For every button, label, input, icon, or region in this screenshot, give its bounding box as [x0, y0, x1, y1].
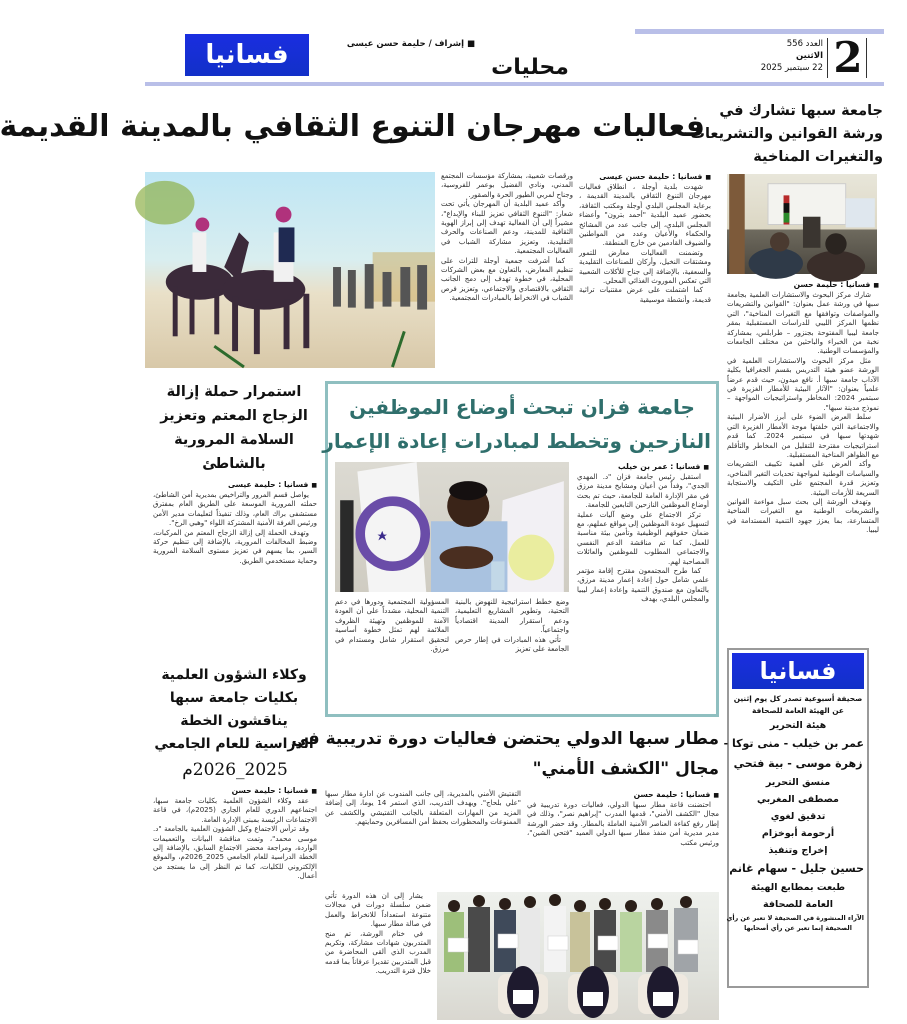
shatii-article: [153, 480, 317, 658]
masthead-box: [723, 648, 869, 988]
festival-column-2: [441, 172, 573, 372]
paragraph: ورقصات شعبية، بمشاركة مؤسسات المجتمع المدني، ونادي الفضيل بوعمر للفروسية، وجناح لمربي الطيور الحرة والصقور.: [441, 172, 573, 199]
masthead-line: هيئة التحرير: [769, 720, 827, 731]
masthead-line: صحيفة أسبوعية تصدر كل يوم إثنين: [733, 694, 863, 703]
airport-column-3: [325, 892, 431, 1020]
masthead-lines: [723, 693, 864, 933]
masthead-logo-text: فسانيا: [759, 657, 837, 685]
supervisor-credit: ■ إشراف / حليمة حسن عيسى: [346, 39, 475, 49]
festival-byline: ■ فسانيا : حليمة حسن عيسى: [579, 172, 711, 183]
paragraph: وضع خطط استراتيجية للنهوض بالبنية التحتية، وتطوير المشاريع التعليمية، ودعم استقرار المدينة اقتصادياً واجتماعياً.: [455, 598, 569, 635]
shatii-headline: [151, 380, 317, 476]
masthead-line: تدقيق لغوي: [770, 811, 826, 822]
fezzan-col3-text: [335, 598, 449, 710]
workshop-text: [727, 291, 879, 641]
headline-line: بالشاطئ: [202, 456, 266, 472]
sebha-workshop-headline: [690, 100, 883, 169]
festival-col2-text: [441, 172, 573, 372]
headline-line: النازحين وتخطط لمبادرات إعادة الإعمار: [322, 429, 711, 453]
airport-col3-text: [325, 892, 431, 1020]
masthead-line: أرحومة أبوخزام: [761, 828, 835, 839]
paragraph: استقبل رئيس جامعة فزان "د. المهدي الجدي"، وفداً من أعيان ومشايخ مدينة مرزق في مقر الإدارة العامة للجامعة، حيث تم بحث أوضاع الموظفين النازحين التابعين للجامعة.: [577, 473, 709, 510]
masthead-line: الآراء المنشورة في الصحيفة لا تعبر عن رأي: [726, 914, 864, 922]
issue-date: 22 سبتمبر 2025: [760, 63, 823, 73]
festival-col1-text: [579, 183, 711, 373]
section-title: محليات: [491, 55, 569, 80]
masthead-line: العامة للصحافة: [763, 899, 833, 910]
headline-line: والتغيرات المناخية: [753, 149, 883, 165]
headline-line: بكليات جامعة سبها: [169, 690, 299, 706]
paragraph: التفتيش الأمني بالمديرية، إلى جانب المندوب عن ادارة مطار سبها "علي بلحاج". ويهدف التدريب، الذي استمر 14 يوما، إلى إضافة المزيد من المهارات المتعلقة بالجانب التفتيشي والكشف عن الممنوعات والمحظورات بحفظ أمن المسافرين وحمايتهم.: [325, 790, 521, 827]
paragraph: كما طرح المجتمعون مقترح إقامة مؤتمر علمي شامل حول إعادة إعمار مدينة مرزق، بالتعاون مع صندوق التنمية وإعادة إعمار ليبيا والمجلس البلدي، بهدف: [577, 567, 709, 604]
paragraph: وقد ترأس الاجتماع وكيل الشؤون العلمية بالجامعة "د. موسى محمد"، وتمت مناقشة البيانات والتعميمات الواردة، ومراجعة محضر الاجتماع السابق، بالإضافة إلى الخطة الدراسية للعام الجامعي 2025_2026م، والموقع الإلكتروني للكليات، كما تم النظر إلى ما يستجد من أعمال.: [153, 825, 317, 881]
shatii-byline: ■ فسانيا : حليمة عيسى: [153, 480, 317, 491]
paragraph: تركز الاجتماع على وضع آليات عملية لتسهيل عودة الموظفين إلى مواقع عملهم، مع ضمان حقوقهم الوظيفية وتأمين بيئة مناسبة للعمل، كما تم مناقشة الدعم النفسي والاجتماعي المطلوب للموظفين والعائلات المصاحبة لهم.: [577, 510, 709, 566]
headline-line: الدراسية للعام الجامعي: [154, 736, 314, 752]
headline-line: ورشة القوانين والتشريعات: [690, 126, 883, 142]
workshop-byline: ■ فسانيا : حليمة حسن: [727, 280, 879, 291]
page-number-rule: [866, 38, 867, 78]
group-certificate-scene: [437, 892, 719, 1020]
workshop-scene: [727, 174, 877, 274]
fasania-logo[interactable]: [185, 34, 309, 76]
masthead-line: طبعت بمطابع الهيئة: [750, 882, 846, 893]
paragraph: عقد وكلاء الشؤون العلمية بكليات جامعة سبها، اجتماعهم الدوري للعام الجاري (2025م)، في قاعة الاجتماعات الرئيسة بمبنى الإدارة العامة.: [153, 797, 317, 824]
paragraph: سلط العرض الضوء على أبرز الأضرار البيئية والاجتماعية التي خلفتها موجة الأمطار الغزيرة التي شهدتها سبها في سبتمبر 2024. كما قدم استراتيجيات مقترحة للتقليل من المخاطر والتأقلم مع الظواهر المناخية المستقبلية.: [727, 413, 879, 459]
headline-line: مجال "الكشف الأمني": [532, 759, 719, 779]
headline-line: وكلاء الشؤون العلمية: [161, 667, 307, 683]
paragraph: المسؤولية المجتمعية ودورها في دعم التنمية المحلية، مشدداً على أن العودة الآمنة للموظفين وتهيئة الظروف الملائمة لهم تمثل خطوة أساسية لتحقيق استقرار شامل ومستدام في مرزق.: [335, 598, 449, 654]
fezzan-column-2: [455, 598, 569, 710]
fezzan-column-1: [577, 462, 709, 710]
paragraph: شهدت بلدية أوجلة ، انطلاق فعاليات مهرجان التنوع الثقافي بالمدينة القديمة ، برعاية المجلس البلدي أوجلة ومكتب الثقافة، بحضور عميد البلدية "أحمد بترون" وأعضاء المجلس البلدي، إلى جانب عدد من المشائخ والحكماء والأعيان وعدد من المواطنين والضيوف القادمين من خارج المنطقة.: [579, 183, 711, 248]
airport-headline: [291, 724, 719, 784]
paragraph: كما اشتملت على عرض مقتنيات تراثية قديمة، وأنشطة موسيقية: [579, 286, 711, 304]
fezzan-photo: [335, 462, 569, 592]
paragraph: وتضمنت الفعاليات معارض للتمور ومشتقات النخيل، وأركان للصناعات التقليدية والسعفية، بالإضافة إلى جناح للأكلات الشعبية التي تعكس الموروث الغذائي المحلي.: [579, 248, 711, 286]
fezzan-column-3: [335, 598, 449, 710]
shatii-text: [153, 491, 317, 659]
deans-article: [153, 786, 317, 1018]
paragraph: في ختام الورشة، تم منح المتدربون شهادات مشاركة، وتكريم المدرب الذي ألقى المحاضرة من قبل المتدربين تقديرا عرفاناً بما قدمه خلال فترة التدريب.: [325, 929, 431, 976]
fezzan-col2-text: [455, 598, 569, 710]
headline-line: السلامة المرورية: [174, 432, 294, 448]
masthead-line: زهرة موسى - بية فتحي: [733, 757, 863, 770]
workshop-photo: [727, 174, 877, 274]
masthead-line: حسين جليل - سهام غانم: [729, 862, 864, 875]
paragraph: كما أشرفت جمعية أوجلة للتراث على تنظيم المعارض، بالتعاون مع بعض الشركات المحلية، في خطوة تهدف إلى دمج الجانب الثقافي بالاقتصادي والاجتماعي، وتعزيز فرص الشباب في الانخراط بالمبادرات المجتمعية.: [441, 256, 573, 303]
headline-line: جامعة فزان تبحث أوضاع الموظفين: [349, 395, 695, 419]
headline-line: مطار سبها الدولي يحتضن فعاليات دورة تدريبية في: [291, 729, 719, 749]
airport-column-1: [527, 790, 719, 888]
paragraph: احتضنت قاعة مطار سبها الدولي، فعاليات دورة تدريبية في مجال "الكشف الأمني"، قدمها المدرب "إبراهيم نصر"، وذلك في إطار رفع كفاءة العناصر الأمنية العاملة بالمطار. وقد حضر الورشة مدير مديرية أمن منفذ مطار سبها الدولي العميد "فتحي الشين"، ورئيس مكتب: [527, 801, 719, 847]
university-president-photo: [335, 462, 569, 592]
airport-column-2: [325, 790, 521, 888]
page-number-divider: [827, 38, 828, 78]
airport-col2-text: [325, 790, 521, 888]
airport-col1-text: [527, 801, 719, 889]
fezzan-headline: [322, 390, 711, 458]
paragraph: تأتي هذه المبادرات في إطار حرص الجامعة على تعزيز: [455, 635, 569, 654]
festival-photo: [145, 172, 435, 368]
workshop-article: [727, 280, 879, 642]
headline-line: استمرار حملة إزالة: [166, 384, 302, 400]
headline-line: يناقشون الخطة: [180, 713, 288, 729]
paragraph: يشار إلى ان هذه الدورة تأتي ضمن سلسلة دورات في مجالات متنوعة استعداداً للانخراط والعمل في صالة مطار سبها.: [325, 892, 431, 929]
headline-line: الزجاج المعتم وتعزيز: [160, 408, 308, 424]
fezzan-col1-text: [577, 473, 709, 711]
page-number: 2: [833, 33, 863, 82]
masthead-line: الصحيفة إنما تعبر عن رأي أصحابها: [744, 924, 852, 932]
airport-trainees-photo: [437, 892, 719, 1020]
deans-byline: ■ فسانيا : حليمة حسن: [153, 786, 317, 797]
masthead-line: مصطفى المغربي: [757, 794, 839, 805]
paragraph: شارك مركز البحوث والاستشارات العلمية بجامعة سبها في ورشة عمل بعنوان: "القوانين والتشريعات والمواصفات وتوافقها مع التغيرات المناخية"، التي نظمها المركز الليبي للدراسات المستقبلية بمقر جامعة ليبيا المفتوحة بجنزور – طرابلس، بمشاركة نخبة من الخبراء والباحثين من مختلف الجامعات والمؤسسات الوطنية.: [727, 291, 879, 356]
deans-text: [153, 797, 317, 1019]
masthead-line: عن الهيئة العامة للصحافة: [752, 706, 844, 715]
issue-day: الاثنين: [795, 51, 823, 61]
paragraph: وتهدف الورشة إلى بحث سبل مواءمة القوانين والتشريعات الوطنية مع التغيرات المناخية المتسارعة، بما يعزز جهود التنمية المستدامة في ليبيا.: [727, 497, 879, 535]
paragraph: يواصل قسم المرور والتراخيص بمديرية أمن الشاطئ، حملته المرورية الموسعة على الطريق العام بمفترق مستشفى براك العام، وذلك تنفيذاً لتعليمات مدير الأمن ورئيس الغرفة الأمنية المشتركة اللواء "وهبي الرخ".: [153, 491, 317, 528]
paragraph: مثل مركز البحوث والاستشارات العلمية في الورشة عضو هيئة التدريس بقسم الجغرافيا بكلية الآداب جامعة سبها أ. نافع ميدون، حيث قدم عرضاً علمياً بعنوان: "الآثار البيئية للأمطار الغزيرة في سبتمبر 2024: المخاطر واستراتيجيات المواجهة – نموذج مدينة سبها".: [727, 356, 880, 412]
masthead-line: إخراج وتنفيذ: [768, 845, 828, 856]
masthead-line: منسق التحرير: [765, 777, 831, 788]
festival-headline: فعاليات مهرجان التنوع الثقافي بالمدينة القديمة: [0, 109, 705, 144]
headline-line: جامعة سبها تشارك في: [719, 103, 883, 119]
header-rule: [145, 82, 884, 86]
fezzan-byline: ■ فسانيا : عمر بن خيلب: [577, 462, 709, 473]
paragraph: وأكد عميد البلدية أن المهرجان يأتي تحت شعار: "التنوع الثقافي تعزيز للبناء والإبداع"، مشيراً إلى أن الفعالية تهدف إلى إبراز الهوية الثقافية للمدينة، ودعم الصناعات والحرف التقليدية، وتعزيز مشاركة الشباب في الفعاليات المجتمعية.: [441, 200, 573, 256]
logo-text: فسانيا: [205, 40, 289, 70]
issue-number: العدد 556: [786, 39, 823, 49]
paragraph: وأكد العرض على أهمية تكييف التشريعات والسياسات الوطنية لمواجهة تحديات التغير المناخي، وتعزيز قدرة المجتمع على التكيف والاستجابة السريعة للأزمات البيئية.: [727, 460, 879, 497]
masthead-logo[interactable]: [732, 653, 864, 689]
deans-headline-year: 2025_2026م: [182, 760, 288, 780]
masthead-line: عمر بن خيلب - منى توكا -: [723, 737, 864, 750]
paragraph: وتهدف الحملة إلى إزالة الزجاج المعتم من المركبات، وضبط المخالفات المرورية، بالإضافة إلى تنظيم حركة السير، بما يسهم في تعزيز مستوى السلامة المرورية وحماية مستخدمي الطريق.: [153, 528, 317, 565]
issue-info: [735, 38, 823, 74]
festival-column-1: [579, 172, 711, 372]
airport-byline: ■ فسانيا : حليمة حسن: [527, 790, 719, 801]
horse-riders-illustration: [145, 172, 435, 368]
